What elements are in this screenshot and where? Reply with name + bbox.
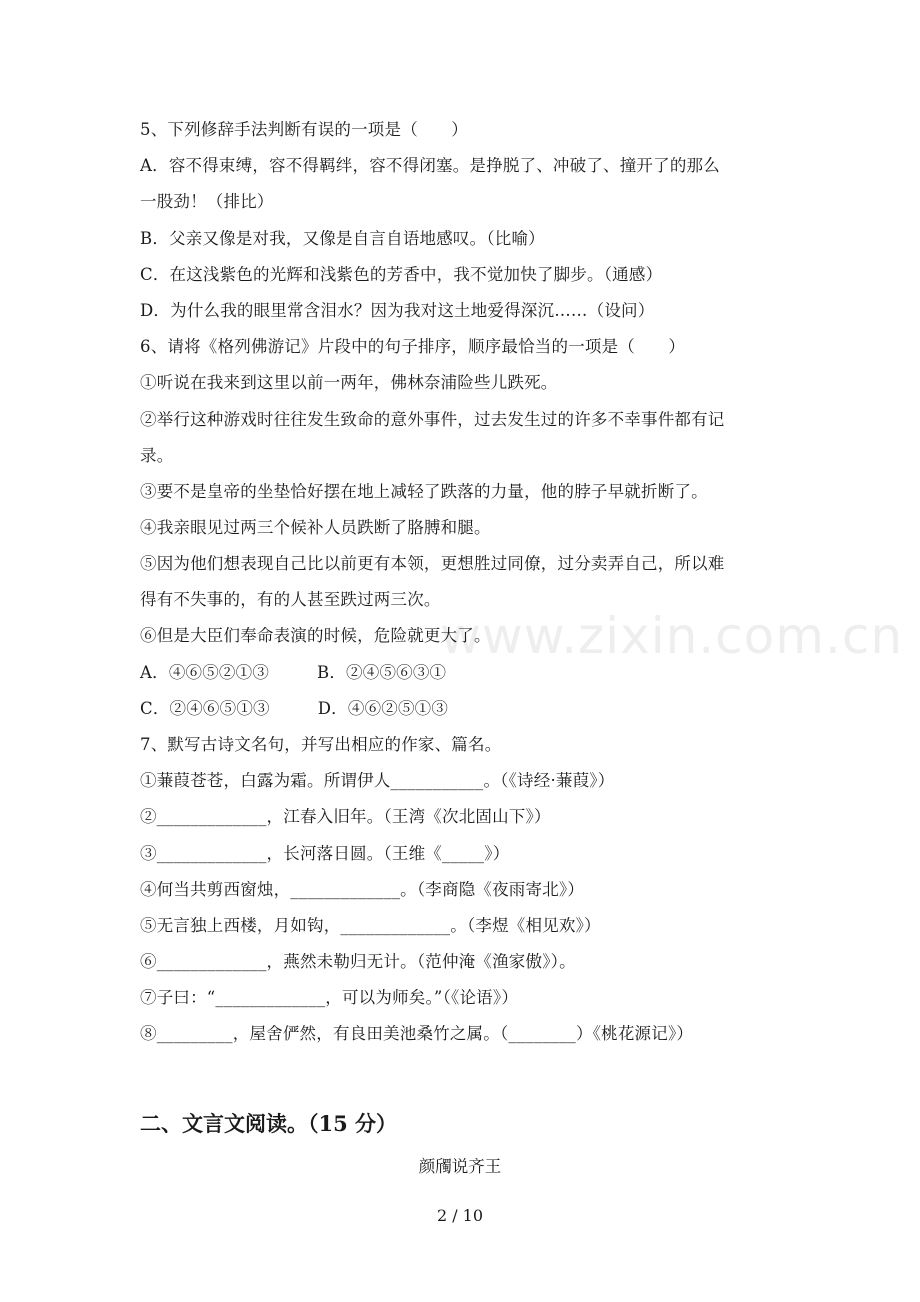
question-6-sentence-4: ④我亲眼见过两三个候补人员跌断了胳膊和腿。 (140, 518, 491, 537)
question-6-stem: 6、请将《格列佛游记》片段中的句子排序，顺序最恰当的一项是（ ） (140, 337, 686, 356)
watermark: www.zixin.com.cn (440, 607, 904, 665)
question-6-sentence-5-line1: ⑤因为他们想表现自己比以前更有本领，更想胜过同僚，过分卖弄自己，所以难 (140, 554, 725, 573)
question-5-option-a-line2: 一股劲！（排比） (140, 192, 274, 211)
question-7-item-8: ⑧_________，屋舍俨然，有良田美池桑竹之属。（________）《桃花源记》） (140, 1024, 694, 1043)
question-6-options-cd (140, 699, 448, 719)
question-7-item-1: ①蒹葭苍苍，白露为霜。所谓伊人___________。（《诗经·蒹葭》） (140, 771, 615, 790)
question-6-option-d: D．④⑥②⑤①③ (317, 699, 449, 718)
question-7-item-7: ⑦子曰：“_____________，可以为师矣。”（《论语》） (140, 988, 519, 1007)
question-6-option-c: C．②④⑥⑤①③ (140, 699, 270, 718)
question-6-sentence-2-line1: ②举行这种游戏时往往发生致命的意外事件，过去发生过的许多不幸事件都有记 (140, 410, 725, 429)
section-2-heading: 二、文言文阅读。（15 分） (140, 1111, 398, 1136)
question-5-option-c: C．在这浅紫色的光辉和浅紫色的芳香中，我不觉加快了脚步。（通感） (140, 265, 663, 284)
question-6-sentence-6: ⑥但是大臣们奉命表演的时候，危险就更大了。 (140, 626, 491, 645)
question-7-stem: 7、默写古诗文名句，并写出相应的作家、篇名。 (140, 735, 502, 754)
question-6-sentence-1: ①听说在我来到这里以前一两年，佛林奈浦险些儿跌死。 (140, 373, 558, 392)
question-7-item-4: ④何当共剪西窗烛，_____________。（李商隐《夜雨寄北》） (140, 880, 585, 899)
question-6-sentence-5-line2: 得有不失事的，有的人甚至跌过两三次。 (140, 590, 441, 609)
question-6-sentence-2-line2: 录。 (140, 446, 174, 465)
question-5-stem: 5、下列修辞手法判断有误的一项是（ ） (140, 120, 468, 139)
question-5-option-b: B．父亲又像是对我，又像是自言自语地感叹。（比喻） (140, 229, 545, 248)
question-7-item-2: ②_____________，江春入旧年。（王湾《次北固山下》） (140, 807, 551, 826)
question-6-options-ab (140, 663, 446, 683)
question-5-option-d: D．为什么我的眼里常含泪水？因为我对这土地爱得深沉……（设问） (140, 301, 655, 320)
question-6-sentence-3: ③要不是皇帝的坐垫恰好摆在地上减轻了跌落的力量，他的脖子早就折断了。 (140, 482, 708, 501)
question-7-item-5: ⑤无言独上西楼，月如钩，_____________。（李煜《相见欢》） (140, 916, 601, 935)
question-6-option-b: B．②④⑤⑥③① (317, 663, 447, 682)
page-number: 2 / 10 (436, 1206, 484, 1225)
question-7-item-6: ⑥_____________，燕然未勒归无计。（范仲淹《渔家傲》）。 (140, 952, 576, 971)
passage-title: 颜斶说齐王 (418, 1157, 502, 1176)
question-5-option-a-line1: A．容不得束缚，容不得羁绊，容不得闭塞。是挣脱了、冲破了、撞开了的那么 (140, 156, 720, 175)
question-6-option-a: A．④⑥⑤②①③ (140, 663, 270, 682)
question-7-item-3: ③_____________，长河落日圆。（王维《_____》） (140, 844, 510, 863)
